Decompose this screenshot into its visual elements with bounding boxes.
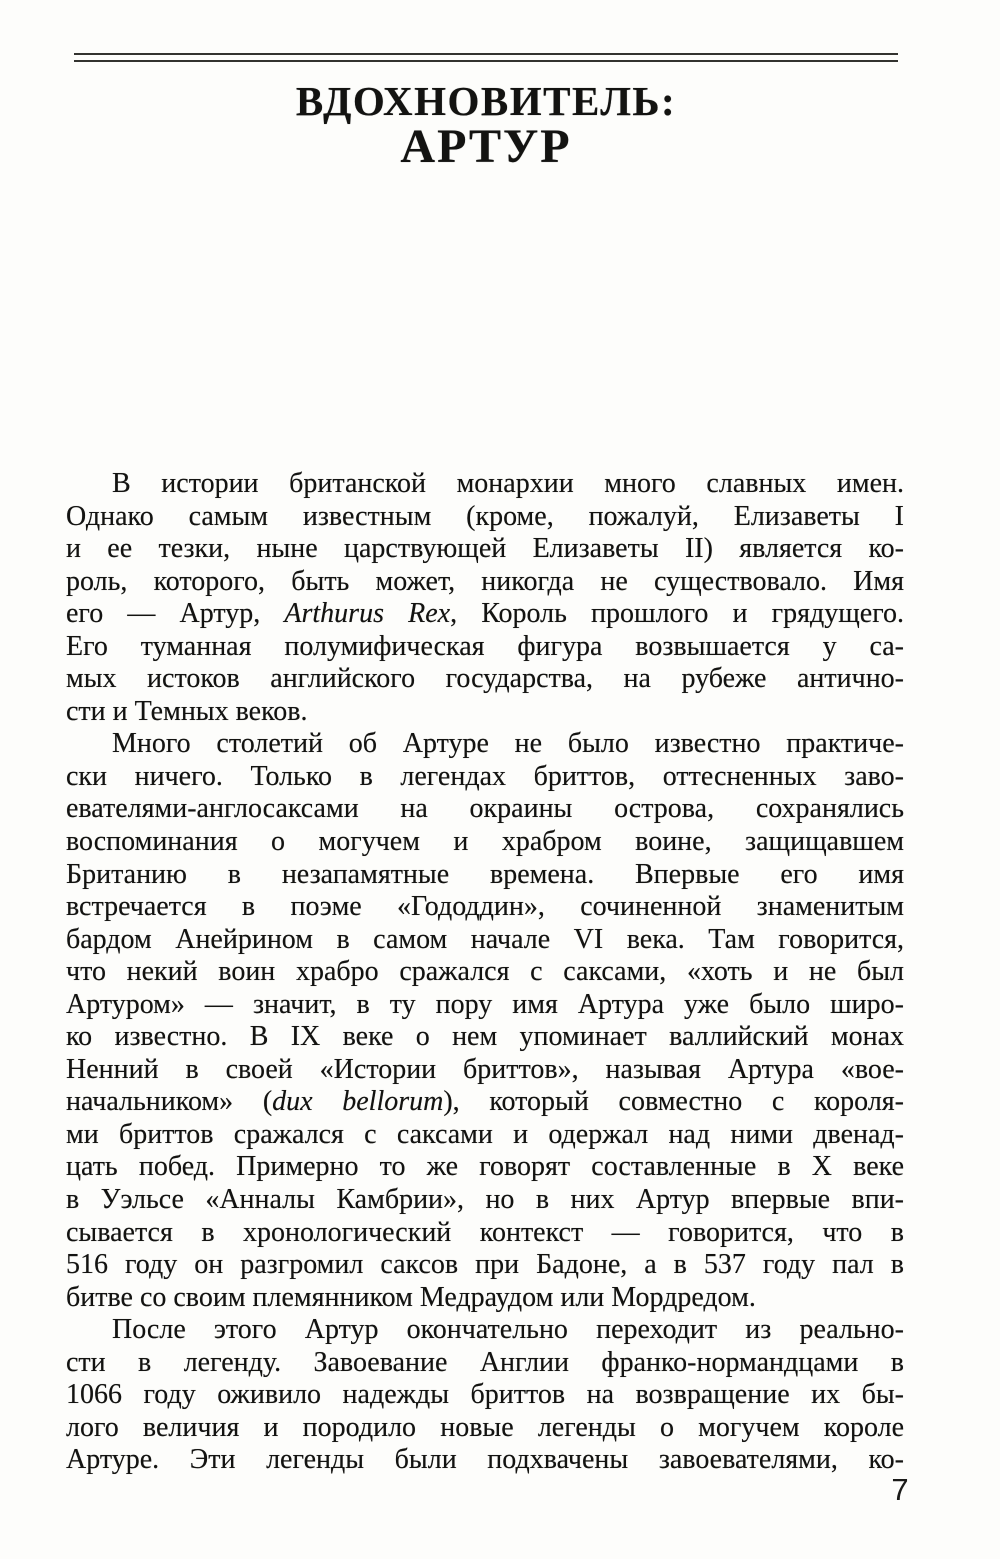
text-line: цать побед. Примерно то же говорят составленные в X веке	[66, 1151, 904, 1183]
text-line	[66, 598, 904, 631]
chapter-title	[74, 80, 898, 172]
text-line: сывается в хронологический контекст — говорится, что в	[66, 1216, 904, 1248]
body-text	[66, 468, 904, 1477]
text-line: Артуром» — значит, в ту пору имя Артура уже было широ-	[66, 988, 904, 1020]
text-line: Его туманная полумифическая фигура возвышается у са-	[66, 630, 904, 662]
text-line	[66, 1086, 904, 1119]
latin-italic-phrase: Arthurus Rex	[284, 598, 451, 630]
latin-italic-phrase: dux bellorum	[272, 1086, 444, 1118]
text-line: сти и Темных веков.	[66, 695, 308, 727]
chapter-title-line1: ВДОХНОВИТЕЛЬ:	[295, 78, 677, 124]
text-line: ми бриттов сражался с саксами и одержал над ними двенад-	[66, 1118, 904, 1150]
text-line: мых истоков английского государства, на рубеже антично-	[66, 663, 904, 695]
text-line: лого величия и породило новые легенды о могучем короле	[66, 1411, 904, 1443]
text-line: евателями-англосаксами на окраины острова, сохранялись	[66, 793, 904, 825]
text-line: что некий воин храбро сражался с саксами, «хоть и не был	[66, 956, 904, 988]
text-segment: ), который совместно с короля-	[443, 1086, 904, 1118]
text-line: Ненний в своей «Истории бриттов», называя Артура «вое-	[66, 1053, 904, 1085]
text-line: воспоминания о могучем и храбром воине, защищавшем	[66, 826, 904, 858]
text-line: и ее тезки, ныне царствующей Елизаветы II) является ко-	[66, 533, 904, 565]
text-line: Однако самым известным (кроме, пожалуй, Елизаветы I	[66, 500, 904, 532]
text-line: Британию в незапамятные времена. Впервые его имя	[66, 858, 904, 890]
text-line: Много столетий об Артуре не было известно практиче-	[112, 728, 904, 760]
text-segment: его — Артур,	[66, 598, 285, 630]
text-line: бардом Анейрином в самом начале VI века. Там говорится,	[66, 923, 904, 955]
text-line: ски ничего. Только в легендах бриттов, оттесненных заво-	[66, 760, 904, 792]
page-number: 7	[891, 1472, 909, 1507]
text-line: 516 году он разгромил саксов при Бадоне, а в 537 году пал в	[66, 1249, 904, 1281]
chapter-top-rule	[74, 53, 898, 62]
chapter-title-line2: АРТУР	[400, 120, 572, 173]
text-line: Артуре. Эти легенды были подхвачены завоевателями, ко-	[66, 1444, 904, 1476]
text-line: битве со своим племянником Медраудом или Мордредом.	[66, 1281, 756, 1313]
text-line: После этого Артур окончательно переходит из реально-	[112, 1314, 904, 1346]
text-line: ко известно. В IX веке о нем упоминает валлийский монах	[66, 1021, 904, 1053]
text-line: роль, которого, быть может, никогда не существовало. Имя	[66, 565, 904, 597]
text-line: В истории британской монархии много славных имен.	[112, 468, 904, 499]
text-line: 1066 году оживило надежды бриттов на возвращение их бы-	[66, 1379, 904, 1411]
text-line: в Уэльсе «Анналы Камбрии», но в них Артур впервые впи-	[66, 1184, 904, 1216]
text-line: сти в легенду. Завоевание Англии франко-нормандцами в	[66, 1346, 904, 1378]
text-line: встречается в поэме «Гододдин», сочиненной знаменитым	[66, 891, 904, 923]
text-segment: начальником» (	[66, 1086, 273, 1118]
text-segment: , Король прошлого и грядущего.	[450, 598, 905, 630]
